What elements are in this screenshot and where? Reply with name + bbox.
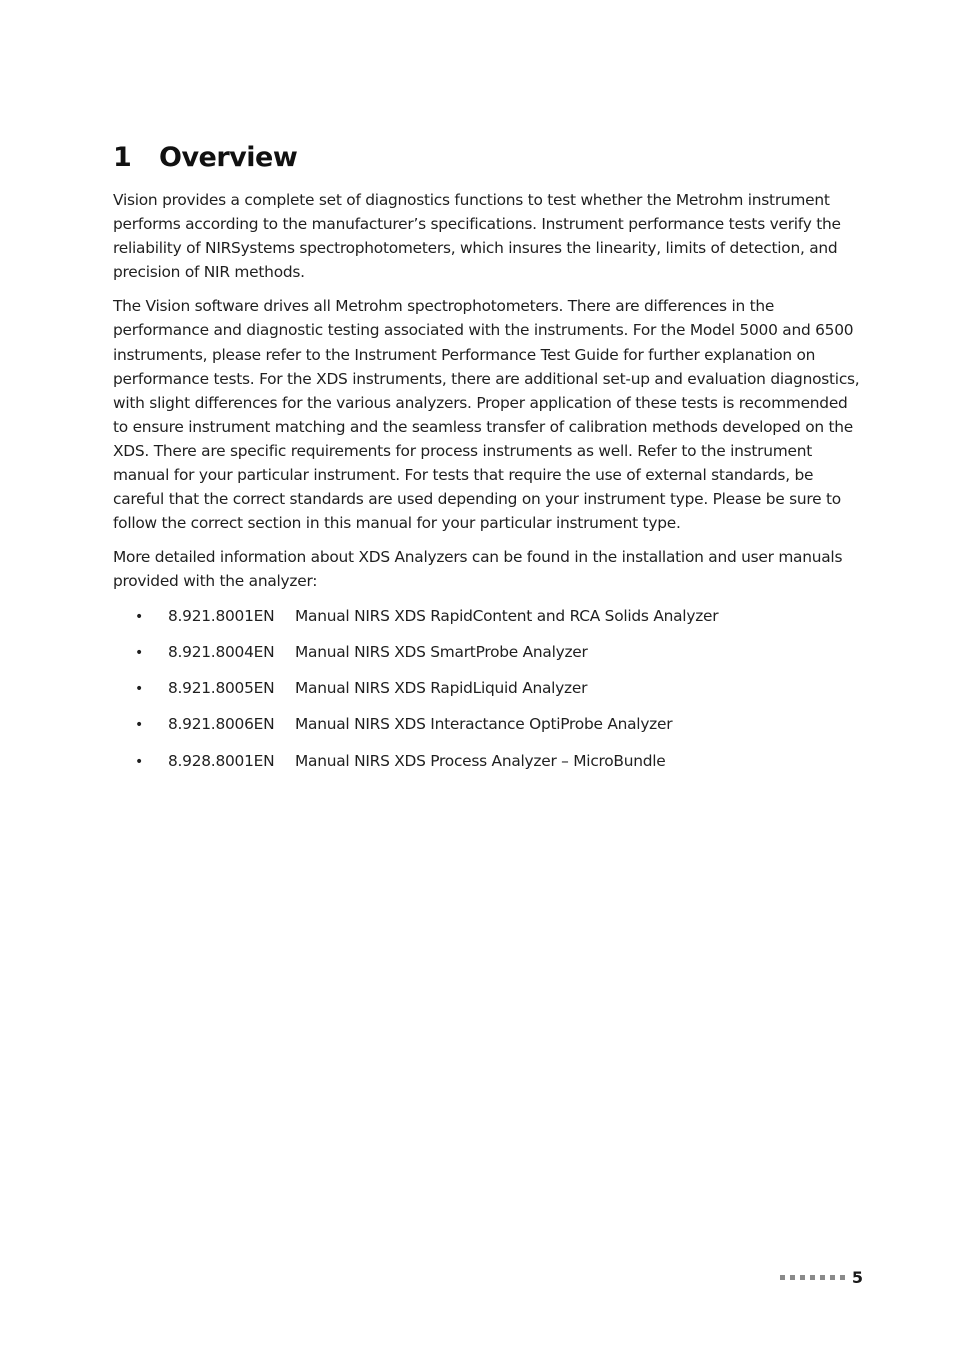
paragraph-more-info: More detailed information about XDS Analyzers can be found in the installation and user manuals provided with the analyzer:	[113, 548, 843, 591]
paragraph-software: The Vision software drives all Metrohm spectrophotometers. There are differences in the performance and diagnostic testing associated with the instruments. For the Model 5000 and 6500 instruments, please refer to the Instrument Performance Test Guide for further explanation on performance tests. For the XDS instruments, there are additional set-up and evaluation diagnostics, with slight differences for the various analyzers. Proper application of these tests is recommended to ensure instrument matching and the seamless transfer of calibration methods developed on the XDS. There are specific requirements for process instruments as well. Refer to the instrument manual for your particular instrument. For tests that require the use of external standards, be careful that the correct standards are used depending on your instrument type. Please be sure to follow the correct section in this manual for your particular instrument type.	[113, 297, 860, 533]
dot-icon	[840, 1275, 845, 1280]
dot-icon	[830, 1275, 835, 1280]
bullet-icon: •	[135, 717, 144, 734]
bullet-icon: •	[135, 753, 144, 770]
section-title: Overview	[159, 142, 298, 173]
manual-title: Manual NIRS XDS SmartProbe Analyzer	[295, 642, 588, 661]
manual-title: Manual NIRS XDS Interactance OptiProbe Analyzer	[295, 715, 673, 734]
page-footer	[775, 1268, 863, 1287]
section-heading	[113, 138, 861, 178]
manual-code: 8.921.8001EN	[168, 606, 275, 625]
paragraph-intro: Vision provides a complete set of diagnostics functions to test whether the Metrohm instrument performs according to the manufacturer’s specifications. Instrument performance tests verify the reliability of NIRSystems spectrophotometers, which insures the linearity, limits of detection, and precision of NIR methods.	[113, 191, 841, 282]
manual-title: Manual NIRS XDS RapidLiquid Analyzer	[295, 679, 588, 698]
dot-icon	[780, 1275, 785, 1280]
list-item	[113, 604, 861, 629]
dot-icon	[790, 1275, 795, 1280]
dot-icon	[810, 1275, 815, 1280]
manual-title: Manual NIRS XDS RapidContent and RCA Solids Analyzer	[295, 606, 719, 625]
list-item	[113, 640, 861, 665]
section-number: 1	[113, 142, 132, 173]
page-body	[113, 138, 861, 785]
manual-code: 8.921.8004EN	[168, 642, 275, 661]
dot-icon	[820, 1275, 825, 1280]
dot-icon	[800, 1275, 805, 1280]
list-item	[113, 676, 861, 701]
bullet-icon: •	[135, 681, 144, 698]
manual-code: 8.928.8001EN	[168, 751, 275, 770]
footer-dots-decoration	[775, 1275, 845, 1280]
bullet-icon: •	[135, 644, 144, 661]
manual-code: 8.921.8006EN	[168, 715, 275, 734]
list-item	[113, 749, 861, 774]
manuals-list	[113, 604, 861, 774]
manual-code: 8.921.8005EN	[168, 679, 275, 698]
bullet-icon: •	[135, 608, 144, 625]
manual-title: Manual NIRS XDS Process Analyzer – MicroBundle	[295, 751, 666, 770]
list-item	[113, 712, 861, 737]
page-number: 5	[851, 1268, 863, 1287]
